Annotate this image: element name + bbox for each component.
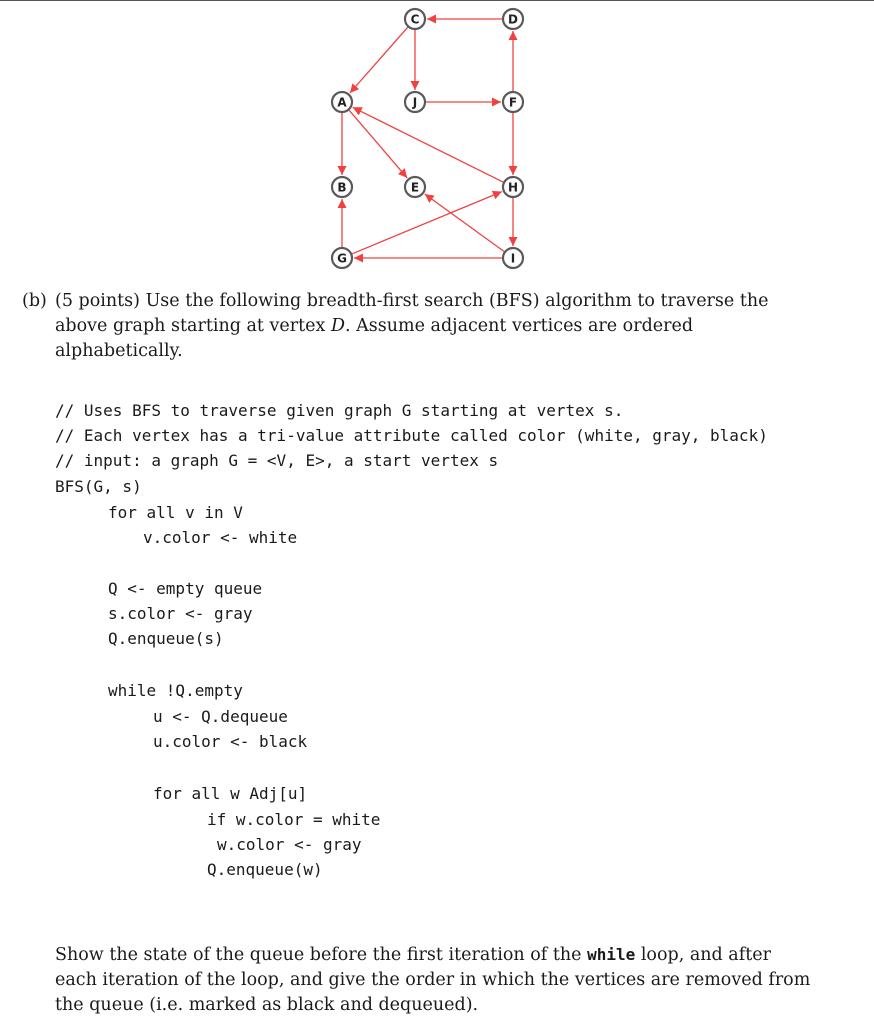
closing-text-1: Show the state of the queue before the first iteration of the: [55, 945, 582, 965]
code-line-while: while !Q.empty: [108, 681, 243, 700]
code-line-comment-2: // Each vertex has a tri-value attribute called color (white, gray, black): [55, 426, 768, 445]
node-f: [503, 92, 523, 112]
closing-text-2: loop, and after each iteration of the loop, and give the order in which the vertices are removed from the queue (i.e. marked as black and dequeued).: [55, 945, 811, 1015]
node-label: J: [412, 95, 418, 110]
node-a: [332, 92, 352, 112]
node-label: H: [507, 180, 519, 195]
code-line-enqueue-w: Q.enqueue(w): [207, 860, 323, 879]
node-label: E: [410, 180, 420, 195]
code-line-u-color: u.color <- black: [153, 732, 308, 751]
while-keyword: while: [587, 945, 636, 964]
node-c: [405, 9, 425, 29]
node-label: B: [337, 180, 347, 195]
edge-g-to-h: [352, 192, 502, 254]
node-label: D: [508, 12, 518, 27]
code-line-q-init: Q <- empty queue: [108, 579, 263, 598]
question-points: (5 points): [55, 291, 140, 311]
code-line-signature: BFS(G, s): [55, 477, 142, 496]
code-line-v-color: v.color <- white: [143, 528, 298, 547]
code-line-s-color: s.color <- gray: [108, 604, 253, 623]
node-d: [503, 9, 523, 29]
node-g: [332, 248, 352, 268]
question-label: (b): [22, 291, 47, 311]
node-e: [405, 177, 425, 197]
node-label: I: [510, 251, 516, 266]
node-label: C: [410, 12, 420, 27]
graph-nodes: [332, 9, 523, 268]
graph-edges: [342, 19, 513, 258]
code-line-if-white: if w.color = white: [207, 810, 381, 829]
code-line-comment-3: // input: a graph G = <V, E>, a start vertex s: [55, 451, 499, 470]
code-line-for-all-v: for all v in V: [108, 503, 243, 522]
node-label: G: [337, 251, 347, 266]
code-line-enqueue-s: Q.enqueue(s): [108, 629, 224, 648]
node-b: [332, 177, 352, 197]
start-vertex: D: [330, 316, 345, 336]
question-text-before: Use the following breadth-first search (BFS) algorithm to traverse the above graph starting at vertex: [55, 291, 769, 336]
question-text: [55, 289, 822, 364]
closing-instructions: [55, 942, 815, 1018]
edge-h-to-a: [353, 107, 503, 182]
node-j: [405, 92, 425, 112]
code-line-w-color: w.color <- gray: [217, 835, 362, 854]
code-line-comment-1: // Uses BFS to traverse given graph G starting at vertex s.: [55, 401, 624, 420]
node-label: F: [508, 95, 518, 110]
question-text-after: . Assume adjacent vertices are ordered alphabetically.: [55, 316, 694, 361]
code-line-dequeue: u <- Q.dequeue: [153, 707, 288, 726]
node-i: [503, 248, 523, 268]
edge-i-to-e: [425, 194, 504, 252]
directed-graph: [0, 0, 874, 285]
edge-c-to-a: [350, 27, 408, 93]
code-line-for-all-w: for all w Adj[u]: [153, 784, 308, 803]
node-label: A: [337, 95, 347, 110]
question-b: [22, 289, 822, 364]
node-h: [503, 177, 523, 197]
